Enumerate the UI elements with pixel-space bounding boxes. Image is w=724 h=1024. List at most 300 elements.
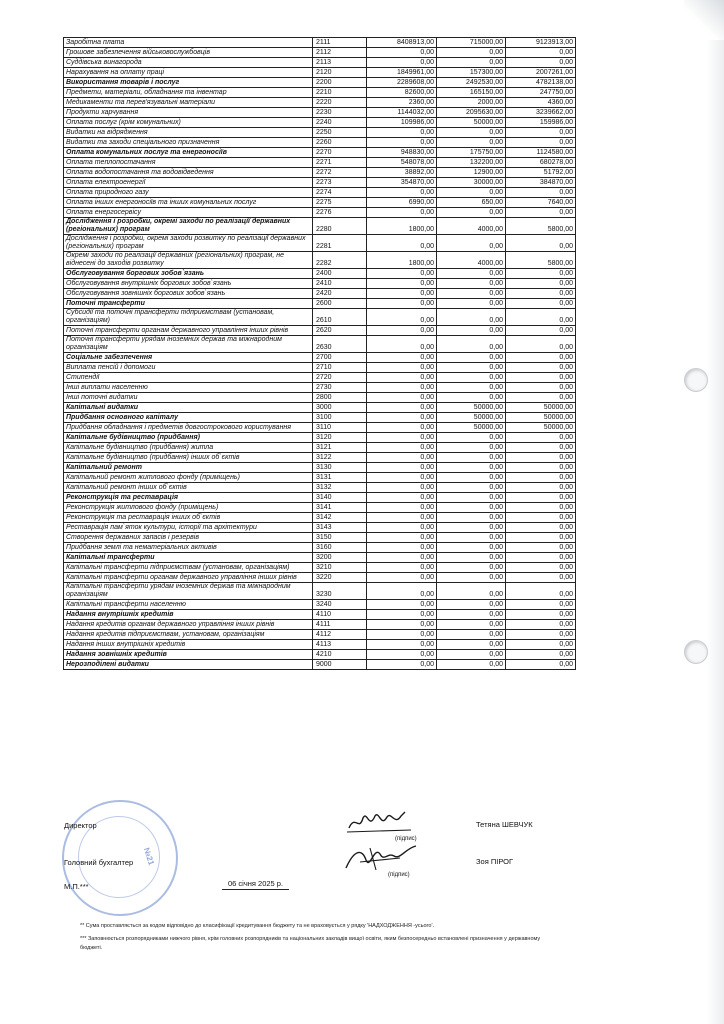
row-value-3: 0,00 bbox=[506, 279, 576, 289]
row-name: Реконструкція та реставрація bbox=[64, 493, 313, 503]
row-code: 3160 bbox=[313, 543, 367, 553]
row-name: Надання інших внутрішніх кредитів bbox=[64, 640, 313, 650]
row-value-2: 0,00 bbox=[437, 650, 506, 660]
row-code: 3100 bbox=[313, 413, 367, 423]
row-value-2: 0,00 bbox=[437, 513, 506, 523]
row-code: 2200 bbox=[313, 78, 367, 88]
row-code: 2700 bbox=[313, 353, 367, 363]
row-value-1: 0,00 bbox=[367, 413, 437, 423]
row-value-2: 132200,00 bbox=[437, 158, 506, 168]
table-row bbox=[64, 98, 576, 108]
row-value-1: 1144032,00 bbox=[367, 108, 437, 118]
row-value-2: 0,00 bbox=[437, 128, 506, 138]
row-value-2: 0,00 bbox=[437, 208, 506, 218]
row-name: Капітальний ремонт інших об`єктів bbox=[64, 483, 313, 493]
row-name: Оплата теплопостачання bbox=[64, 158, 313, 168]
row-value-3: 4782138,00 bbox=[506, 78, 576, 88]
row-value-3: 0,00 bbox=[506, 610, 576, 620]
row-value-1: 354870,00 bbox=[367, 178, 437, 188]
row-value-2: 4000,00 bbox=[437, 252, 506, 269]
row-name: Капітальні видатки bbox=[64, 403, 313, 413]
row-value-2: 30000,00 bbox=[437, 178, 506, 188]
row-value-1: 0,00 bbox=[367, 269, 437, 279]
row-value-2: 50000,00 bbox=[437, 413, 506, 423]
row-value-2: 0,00 bbox=[437, 433, 506, 443]
table-row bbox=[64, 523, 576, 533]
row-value-1: 2360,00 bbox=[367, 98, 437, 108]
table-row bbox=[64, 158, 576, 168]
row-name: Придбання обладнання і предметів довгострокового користування bbox=[64, 423, 313, 433]
row-code: 2620 bbox=[313, 326, 367, 336]
table-row bbox=[64, 553, 576, 563]
row-value-3: 7640,00 bbox=[506, 198, 576, 208]
table-row bbox=[64, 48, 576, 58]
table-row bbox=[64, 188, 576, 198]
row-name: Надання зовнішніх кредитів bbox=[64, 650, 313, 660]
row-value-3: 0,00 bbox=[506, 353, 576, 363]
row-name: Придбання землі та нематеріальних активів bbox=[64, 543, 313, 553]
row-value-3: 0,00 bbox=[506, 553, 576, 563]
row-value-3: 1124580,00 bbox=[506, 148, 576, 158]
row-code: 2710 bbox=[313, 363, 367, 373]
row-code: 2730 bbox=[313, 383, 367, 393]
row-value-1: 0,00 bbox=[367, 309, 437, 326]
director-signature-icon bbox=[345, 808, 415, 836]
row-value-2: 0,00 bbox=[437, 443, 506, 453]
row-name: Дослідження і розробки, окремі заходи по реалізації державних (регіональних) програм bbox=[64, 218, 313, 235]
table-row bbox=[64, 218, 576, 235]
table-row bbox=[64, 403, 576, 413]
row-name: Стипендії bbox=[64, 373, 313, 383]
table-row bbox=[64, 660, 576, 670]
accountant-signed-label: (підпис) bbox=[388, 872, 410, 878]
row-code: 2230 bbox=[313, 108, 367, 118]
row-value-2: 50000,00 bbox=[437, 423, 506, 433]
table-row bbox=[64, 423, 576, 433]
row-value-3: 0,00 bbox=[506, 336, 576, 353]
row-value-3: 0,00 bbox=[506, 523, 576, 533]
row-value-2: 0,00 bbox=[437, 523, 506, 533]
row-value-1: 38892,00 bbox=[367, 168, 437, 178]
row-value-1: 548078,00 bbox=[367, 158, 437, 168]
row-name: Капітальний ремонт житлового фонду (приміщень) bbox=[64, 473, 313, 483]
row-value-3: 0,00 bbox=[506, 503, 576, 513]
row-value-2: 2492530,00 bbox=[437, 78, 506, 88]
row-code: 3130 bbox=[313, 463, 367, 473]
row-value-3: 0,00 bbox=[506, 309, 576, 326]
table-row bbox=[64, 413, 576, 423]
row-value-2: 650,00 bbox=[437, 198, 506, 208]
row-value-2: 0,00 bbox=[437, 533, 506, 543]
row-value-3: 0,00 bbox=[506, 473, 576, 483]
row-value-1: 0,00 bbox=[367, 483, 437, 493]
row-value-1: 1800,00 bbox=[367, 218, 437, 235]
row-value-3: 0,00 bbox=[506, 443, 576, 453]
row-value-2: 2095630,00 bbox=[437, 108, 506, 118]
row-code: 2112 bbox=[313, 48, 367, 58]
row-name: Поточні трансферти органам державного управління інших рівнів bbox=[64, 326, 313, 336]
row-value-1: 0,00 bbox=[367, 563, 437, 573]
row-name: Створення державних запасів і резервів bbox=[64, 533, 313, 543]
row-code: 3230 bbox=[313, 583, 367, 600]
row-value-2: 0,00 bbox=[437, 493, 506, 503]
row-code: 2260 bbox=[313, 138, 367, 148]
row-value-3: 0,00 bbox=[506, 383, 576, 393]
seal-placeholder-label: М.П.*** bbox=[64, 882, 89, 891]
table-row bbox=[64, 640, 576, 650]
row-value-3: 9123913,00 bbox=[506, 38, 576, 48]
row-code: 2275 bbox=[313, 198, 367, 208]
row-name: Виплата пенсій і допомоги bbox=[64, 363, 313, 373]
row-value-2: 50000,00 bbox=[437, 403, 506, 413]
row-name: Соціальне забезпечення bbox=[64, 353, 313, 363]
row-value-1: 0,00 bbox=[367, 383, 437, 393]
row-value-3: 247750,00 bbox=[506, 88, 576, 98]
row-name: Інші поточні видатки bbox=[64, 393, 313, 403]
punch-hole-top bbox=[684, 368, 708, 392]
row-name: Оплата комунальних послуг та енергоносіїв bbox=[64, 148, 313, 158]
row-code: 3110 bbox=[313, 423, 367, 433]
row-value-2: 0,00 bbox=[437, 610, 506, 620]
row-value-2: 0,00 bbox=[437, 309, 506, 326]
row-value-3: 50000,00 bbox=[506, 403, 576, 413]
row-value-3: 0,00 bbox=[506, 393, 576, 403]
table-row bbox=[64, 573, 576, 583]
table-row bbox=[64, 583, 576, 600]
row-value-2: 0,00 bbox=[437, 483, 506, 493]
row-value-1: 0,00 bbox=[367, 299, 437, 309]
chief-accountant-name: Зоя ПІРОГ bbox=[476, 857, 514, 866]
row-code: 3142 bbox=[313, 513, 367, 523]
row-value-1: 2289608,00 bbox=[367, 78, 437, 88]
row-value-1: 6990,00 bbox=[367, 198, 437, 208]
row-value-2: 2000,00 bbox=[437, 98, 506, 108]
row-value-1: 0,00 bbox=[367, 543, 437, 553]
row-value-1: 0,00 bbox=[367, 279, 437, 289]
row-code: 2600 bbox=[313, 299, 367, 309]
table-row bbox=[64, 88, 576, 98]
row-name: Капітальні трансферти підприємствам (установам, організаціям) bbox=[64, 563, 313, 573]
row-name: Грошове забезпечення військовослужбовців bbox=[64, 48, 313, 58]
row-value-3: 0,00 bbox=[506, 269, 576, 279]
director-signed-label: (підпис) bbox=[395, 836, 417, 842]
row-name: Оплата природного газу bbox=[64, 188, 313, 198]
row-name: Продукти харчування bbox=[64, 108, 313, 118]
row-value-2: 0,00 bbox=[437, 363, 506, 373]
row-value-3: 0,00 bbox=[506, 600, 576, 610]
row-code: 2282 bbox=[313, 252, 367, 269]
row-code: 2276 bbox=[313, 208, 367, 218]
row-value-1: 0,00 bbox=[367, 58, 437, 68]
row-value-2: 0,00 bbox=[437, 48, 506, 58]
row-name: Надання кредитів підприємствам, установам, організаціям bbox=[64, 630, 313, 640]
row-code: 3210 bbox=[313, 563, 367, 573]
row-value-2: 0,00 bbox=[437, 600, 506, 610]
row-value-1: 0,00 bbox=[367, 138, 437, 148]
row-code: 2420 bbox=[313, 289, 367, 299]
row-value-1: 1800,00 bbox=[367, 252, 437, 269]
row-value-3: 0,00 bbox=[506, 533, 576, 543]
row-code: 2610 bbox=[313, 309, 367, 326]
budget-expenditure-table bbox=[63, 37, 576, 670]
row-value-2: 0,00 bbox=[437, 138, 506, 148]
row-value-3: 0,00 bbox=[506, 299, 576, 309]
row-value-3: 0,00 bbox=[506, 640, 576, 650]
table-row bbox=[64, 393, 576, 403]
row-value-1: 0,00 bbox=[367, 363, 437, 373]
table-row bbox=[64, 443, 576, 453]
table-row bbox=[64, 279, 576, 289]
table-row bbox=[64, 299, 576, 309]
row-value-1: 0,00 bbox=[367, 533, 437, 543]
row-name: Поточні трансферти урядам іноземних держав та міжнародним організаціям bbox=[64, 336, 313, 353]
row-name: Оплата послуг (крім комунальних) bbox=[64, 118, 313, 128]
row-name: Нарахування на оплату праці bbox=[64, 68, 313, 78]
row-value-3: 680278,00 bbox=[506, 158, 576, 168]
table-row bbox=[64, 383, 576, 393]
row-value-2: 0,00 bbox=[437, 58, 506, 68]
row-value-1: 0,00 bbox=[367, 640, 437, 650]
row-value-1: 8408913,00 bbox=[367, 38, 437, 48]
row-name: Окремі заходи по реалізації державних (регіональних) програм, не віднесені до заходів розвитку bbox=[64, 252, 313, 269]
row-code: 2274 bbox=[313, 188, 367, 198]
row-value-1: 0,00 bbox=[367, 473, 437, 483]
row-name: Обслуговування внутрішніх боргових зобов`язань bbox=[64, 279, 313, 289]
row-value-2: 0,00 bbox=[437, 573, 506, 583]
row-value-3: 0,00 bbox=[506, 433, 576, 443]
row-value-1: 0,00 bbox=[367, 326, 437, 336]
row-name: Капітальні трансферти населенню bbox=[64, 600, 313, 610]
table-row bbox=[64, 68, 576, 78]
row-code: 2270 bbox=[313, 148, 367, 158]
row-value-3: 3239662,00 bbox=[506, 108, 576, 118]
table-row bbox=[64, 473, 576, 483]
row-value-2: 0,00 bbox=[437, 353, 506, 363]
table-row bbox=[64, 198, 576, 208]
row-value-3: 0,00 bbox=[506, 48, 576, 58]
row-value-1: 0,00 bbox=[367, 660, 437, 670]
row-value-1: 0,00 bbox=[367, 289, 437, 299]
row-code: 2281 bbox=[313, 235, 367, 252]
row-value-3: 0,00 bbox=[506, 563, 576, 573]
row-value-1: 109986,00 bbox=[367, 118, 437, 128]
row-value-1: 0,00 bbox=[367, 235, 437, 252]
row-value-3: 0,00 bbox=[506, 235, 576, 252]
row-name: Використання товарів і послуг bbox=[64, 78, 313, 88]
table-row bbox=[64, 289, 576, 299]
footnote-credit-classification: ** Сума проставляється за кодом відповідно до класифікації кредитування бюджету та не враховується у рядку 'НАДХОДЖЕННЯ -усього'. bbox=[80, 923, 435, 929]
row-name: Реконструкція та реставрація інших об`єктів bbox=[64, 513, 313, 523]
row-value-3: 0,00 bbox=[506, 630, 576, 640]
table-row bbox=[64, 600, 576, 610]
row-value-1: 0,00 bbox=[367, 620, 437, 630]
row-code: 2210 bbox=[313, 88, 367, 98]
row-value-2: 0,00 bbox=[437, 473, 506, 483]
table-row bbox=[64, 178, 576, 188]
row-value-3: 4360,00 bbox=[506, 98, 576, 108]
accountant-signature-icon bbox=[340, 842, 420, 874]
row-value-1: 1849961,00 bbox=[367, 68, 437, 78]
row-name: Капітальне будівництво (придбання) житла bbox=[64, 443, 313, 453]
row-value-1: 0,00 bbox=[367, 463, 437, 473]
director-label: Директор bbox=[64, 821, 97, 830]
row-name: Надання кредитів органам державного управління інших рівнів bbox=[64, 620, 313, 630]
row-value-1: 0,00 bbox=[367, 453, 437, 463]
row-name: Медикаменти та перев'язувальні матеріали bbox=[64, 98, 313, 108]
row-code: 3000 bbox=[313, 403, 367, 413]
row-value-3: 0,00 bbox=[506, 463, 576, 473]
row-value-1: 0,00 bbox=[367, 630, 437, 640]
table-row bbox=[64, 650, 576, 660]
row-code: 2630 bbox=[313, 336, 367, 353]
footnote-lower-level-managers: *** Заповнюється розпорядниками нижчого рівня, крім головних розпорядників та національних закладів вищої освіти, яким безпосередньо встановлені призначення у державному бюджеті. bbox=[80, 936, 541, 951]
table-row bbox=[64, 533, 576, 543]
row-value-2: 0,00 bbox=[437, 269, 506, 279]
row-value-2: 165150,00 bbox=[437, 88, 506, 98]
row-value-1: 948830,00 bbox=[367, 148, 437, 158]
table-row bbox=[64, 363, 576, 373]
row-value-3: 0,00 bbox=[506, 58, 576, 68]
row-value-2: 0,00 bbox=[437, 289, 506, 299]
row-code: 2271 bbox=[313, 158, 367, 168]
row-value-3: 0,00 bbox=[506, 188, 576, 198]
row-value-2: 12900,00 bbox=[437, 168, 506, 178]
director-name: Тетяна ШЕВЧУК bbox=[476, 820, 533, 829]
row-code: 3132 bbox=[313, 483, 367, 493]
row-value-3: 0,00 bbox=[506, 583, 576, 600]
row-value-3: 5800,00 bbox=[506, 218, 576, 235]
row-value-3: 0,00 bbox=[506, 208, 576, 218]
row-value-2: 0,00 bbox=[437, 383, 506, 393]
row-name: Обслуговування боргових зобов`язань bbox=[64, 269, 313, 279]
table-row bbox=[64, 108, 576, 118]
row-value-3: 0,00 bbox=[506, 128, 576, 138]
table-row bbox=[64, 148, 576, 158]
row-value-3: 0,00 bbox=[506, 573, 576, 583]
row-value-2: 0,00 bbox=[437, 279, 506, 289]
row-code: 2410 bbox=[313, 279, 367, 289]
row-value-2: 0,00 bbox=[437, 463, 506, 473]
table-row bbox=[64, 128, 576, 138]
row-name: Видатки та заходи спеціального призначення bbox=[64, 138, 313, 148]
row-value-1: 0,00 bbox=[367, 503, 437, 513]
row-code: 2113 bbox=[313, 58, 367, 68]
row-name: Інші виплати населенню bbox=[64, 383, 313, 393]
row-code: 3200 bbox=[313, 553, 367, 563]
row-value-1: 0,00 bbox=[367, 650, 437, 660]
row-name: Капітальні трансферти урядам іноземних держав та міжнародним організаціям bbox=[64, 583, 313, 600]
row-value-1: 0,00 bbox=[367, 610, 437, 620]
row-value-3: 5800,00 bbox=[506, 252, 576, 269]
punch-hole-bottom bbox=[684, 640, 708, 664]
row-value-1: 0,00 bbox=[367, 573, 437, 583]
stamp-number: №21 bbox=[141, 846, 156, 867]
row-value-2: 0,00 bbox=[437, 503, 506, 513]
row-name: Капітальне будівництво (придбання) bbox=[64, 433, 313, 443]
row-code: 2273 bbox=[313, 178, 367, 188]
row-value-2: 50000,00 bbox=[437, 118, 506, 128]
row-name: Капітальні трансферти bbox=[64, 553, 313, 563]
row-value-2: 157300,00 bbox=[437, 68, 506, 78]
row-value-3: 0,00 bbox=[506, 373, 576, 383]
row-code: 3140 bbox=[313, 493, 367, 503]
row-code: 3240 bbox=[313, 600, 367, 610]
row-value-2: 0,00 bbox=[437, 563, 506, 573]
row-value-3: 159986,00 bbox=[506, 118, 576, 128]
row-code: 3220 bbox=[313, 573, 367, 583]
row-value-3: 0,00 bbox=[506, 650, 576, 660]
row-code: 3131 bbox=[313, 473, 367, 483]
row-value-2: 0,00 bbox=[437, 630, 506, 640]
row-name: Оплата інших енергоносіїв та інших комунальних послуг bbox=[64, 198, 313, 208]
row-name: Оплата електроенергії bbox=[64, 178, 313, 188]
row-value-2: 175750,00 bbox=[437, 148, 506, 158]
table-row bbox=[64, 543, 576, 553]
row-name: Придбання основного капіталу bbox=[64, 413, 313, 423]
row-name: Капітальне будівництво (придбання) інших об`єктів bbox=[64, 453, 313, 463]
row-value-3: 51792,00 bbox=[506, 168, 576, 178]
table-row bbox=[64, 326, 576, 336]
row-name: Субсидії та поточні трансферти підприємствам (установам, організаціям) bbox=[64, 309, 313, 326]
row-value-1: 0,00 bbox=[367, 208, 437, 218]
row-value-1: 0,00 bbox=[367, 373, 437, 383]
row-value-3: 0,00 bbox=[506, 543, 576, 553]
row-code: 2800 bbox=[313, 393, 367, 403]
table-row bbox=[64, 373, 576, 383]
row-value-1: 0,00 bbox=[367, 433, 437, 443]
row-code: 2280 bbox=[313, 218, 367, 235]
row-name: Заробітна плата bbox=[64, 38, 313, 48]
row-code: 3120 bbox=[313, 433, 367, 443]
table-row bbox=[64, 610, 576, 620]
page-fold-corner bbox=[684, 0, 724, 40]
row-code: 3150 bbox=[313, 533, 367, 543]
table-row bbox=[64, 513, 576, 523]
row-code: 4111 bbox=[313, 620, 367, 630]
budget-table-body bbox=[64, 38, 576, 670]
row-value-2: 0,00 bbox=[437, 188, 506, 198]
row-name: Обслуговування зовнішніх боргових зобов`язань bbox=[64, 289, 313, 299]
row-value-1: 0,00 bbox=[367, 600, 437, 610]
table-row bbox=[64, 563, 576, 573]
row-code: 2272 bbox=[313, 168, 367, 178]
row-name: Поточні трансферти bbox=[64, 299, 313, 309]
row-value-2: 0,00 bbox=[437, 543, 506, 553]
row-code: 2720 bbox=[313, 373, 367, 383]
table-row bbox=[64, 78, 576, 88]
row-value-3: 50000,00 bbox=[506, 413, 576, 423]
table-row bbox=[64, 235, 576, 252]
row-value-2: 715000,00 bbox=[437, 38, 506, 48]
row-name: Оплата енергосервісу bbox=[64, 208, 313, 218]
row-code: 2220 bbox=[313, 98, 367, 108]
row-code: 3143 bbox=[313, 523, 367, 533]
row-value-1: 0,00 bbox=[367, 403, 437, 413]
table-row bbox=[64, 208, 576, 218]
row-value-1: 0,00 bbox=[367, 523, 437, 533]
row-code: 2250 bbox=[313, 128, 367, 138]
row-value-2: 0,00 bbox=[437, 553, 506, 563]
row-name: Предмети, матеріали, обладнання та інвентар bbox=[64, 88, 313, 98]
row-value-3: 384870,00 bbox=[506, 178, 576, 188]
row-code: 2111 bbox=[313, 38, 367, 48]
row-name: Суддівська винагорода bbox=[64, 58, 313, 68]
row-value-3: 0,00 bbox=[506, 289, 576, 299]
row-value-1: 82600,00 bbox=[367, 88, 437, 98]
row-value-3: 0,00 bbox=[506, 453, 576, 463]
table-row bbox=[64, 252, 576, 269]
table-row bbox=[64, 138, 576, 148]
